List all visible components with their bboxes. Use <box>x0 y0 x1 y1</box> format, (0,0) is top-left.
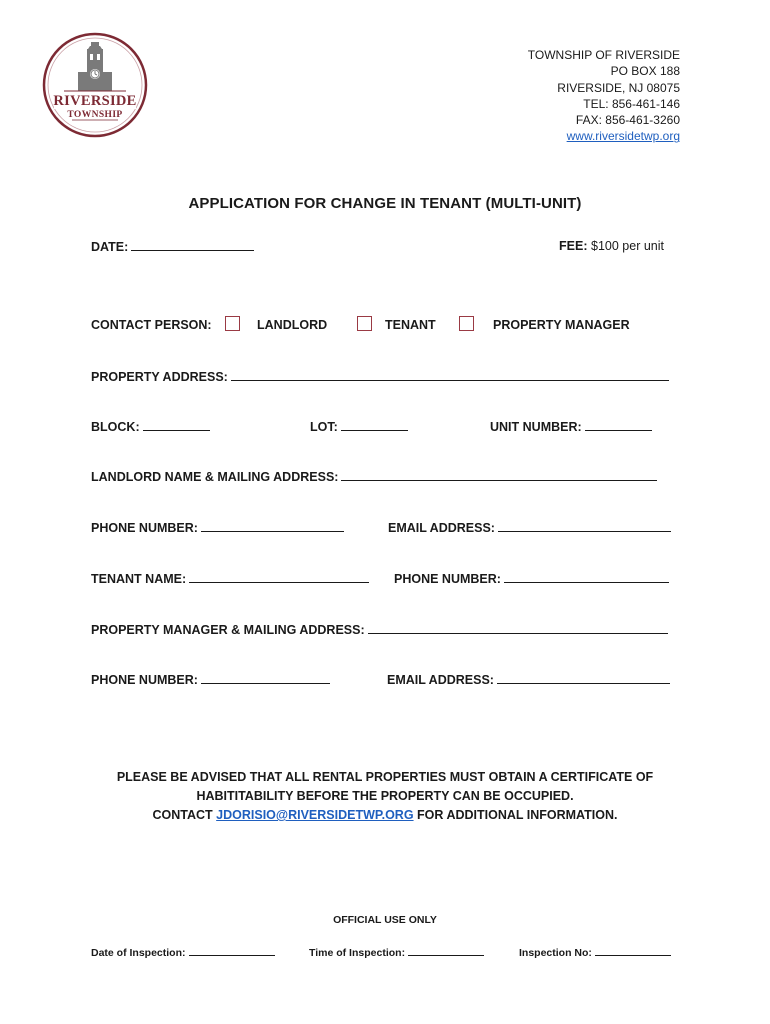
time-of-inspection-label: Time of Inspection: <box>309 947 406 959</box>
property-manager-email-field[interactable] <box>497 672 670 684</box>
notice-line-1: PLEASE BE ADVISED THAT ALL RENTAL PROPERTIES MUST OBTAIN A CERTIFICATE OF <box>116 770 654 784</box>
property-address-label: PROPERTY ADDRESS: <box>91 370 228 384</box>
inspection-number-row <box>519 946 671 959</box>
property-manager-option-label: PROPERTY MANAGER <box>493 318 630 332</box>
inspection-number-label: Inspection No: <box>519 947 592 959</box>
unit-number-row <box>490 419 652 434</box>
property-manager-email-label: EMAIL ADDRESS: <box>387 673 494 687</box>
official-use-heading: OFFICIAL USE ONLY <box>333 914 437 926</box>
tenant-option-label: TENANT <box>385 318 436 332</box>
notice-line-2: HABITITABILITY BEFORE THE PROPERTY CAN BE OCCUPIED. <box>196 789 574 803</box>
tenant-phone-field[interactable] <box>504 571 669 583</box>
landlord-email-label: EMAIL ADDRESS: <box>388 521 495 535</box>
unit-number-field[interactable] <box>585 419 652 431</box>
property-manager-address-label: PROPERTY MANAGER & MAILING ADDRESS: <box>91 623 365 637</box>
tenant-phone-label: PHONE NUMBER: <box>394 572 501 586</box>
property-manager-phone-field[interactable] <box>201 672 330 684</box>
address-line-1: TOWNSHIP OF RIVERSIDE <box>527 48 680 62</box>
property-manager-phone-label: PHONE NUMBER: <box>91 673 198 687</box>
time-of-inspection-row <box>309 946 484 959</box>
tenant-name-row <box>91 571 369 586</box>
lot-label: LOT: <box>310 420 338 434</box>
tenant-name-field[interactable] <box>189 571 369 583</box>
property-address-row <box>91 369 669 384</box>
property-manager-address-field[interactable] <box>368 622 668 634</box>
property-manager-checkbox[interactable] <box>459 316 474 331</box>
property-manager-email-row <box>387 672 670 687</box>
date-row <box>91 239 254 254</box>
form-title: APPLICATION FOR CHANGE IN TENANT (MULTI-UNIT) <box>188 195 582 212</box>
tenant-name-label: TENANT NAME: <box>91 572 187 586</box>
website-link[interactable]: www.riversidetwp.org <box>566 129 680 144</box>
date-label: DATE: <box>91 240 129 254</box>
landlord-email-row <box>388 520 671 535</box>
date-of-inspection-field[interactable] <box>189 946 275 956</box>
landlord-phone-field[interactable] <box>201 520 344 532</box>
lot-row <box>310 419 408 434</box>
notice-line-3 <box>0 806 770 825</box>
property-manager-address-row <box>91 622 668 637</box>
fee-value: $100 per unit <box>591 239 664 253</box>
unit-number-label: UNIT NUMBER: <box>490 420 582 434</box>
landlord-name-label: LANDLORD NAME & MAILING ADDRESS: <box>91 470 339 484</box>
landlord-name-row <box>91 469 657 484</box>
landlord-checkbox[interactable] <box>225 316 240 331</box>
fee-row <box>559 239 664 253</box>
notice-contact-suffix: FOR ADDITIONAL INFORMATION. <box>417 808 618 822</box>
habitability-notice <box>0 768 770 825</box>
time-of-inspection-field[interactable] <box>408 946 484 956</box>
landlord-email-field[interactable] <box>498 520 671 532</box>
landlord-option-label: LANDLORD <box>257 318 328 332</box>
date-of-inspection-label: Date of Inspection: <box>91 947 186 959</box>
address-fax: FAX: 856-461-3260 <box>575 113 680 128</box>
block-field[interactable] <box>143 419 210 431</box>
address-telephone: TEL: 856-461-146 <box>583 96 680 111</box>
date-of-inspection-row <box>91 946 275 959</box>
landlord-phone-label: PHONE NUMBER: <box>91 521 198 535</box>
date-field[interactable] <box>131 239 254 251</box>
riverside-township-logo <box>42 32 148 138</box>
address-line-2: PO BOX 188 <box>610 64 680 79</box>
notice-contact-prefix: CONTACT <box>152 808 213 822</box>
fee-label: FEE: <box>559 239 588 253</box>
contact-email-link[interactable]: JDORISIO@RIVERSIDETWP.ORG <box>216 808 414 822</box>
landlord-name-field[interactable] <box>341 469 657 481</box>
township-address-block <box>528 47 680 145</box>
contact-person-label: CONTACT PERSON: <box>91 318 212 332</box>
tenant-phone-row <box>394 571 669 586</box>
inspection-number-field[interactable] <box>595 946 671 956</box>
block-label: BLOCK: <box>91 420 140 434</box>
lot-field[interactable] <box>341 419 408 431</box>
logo-text-township: TOWNSHIP <box>67 110 123 120</box>
property-manager-phone-row <box>91 672 330 687</box>
property-address-field[interactable] <box>231 369 669 381</box>
block-row <box>91 419 210 434</box>
address-line-3: RIVERSIDE, NJ 08075 <box>557 80 680 95</box>
tenant-checkbox[interactable] <box>357 316 372 331</box>
landlord-phone-row <box>91 520 344 535</box>
logo-text-riverside: RIVERSIDE <box>53 93 137 109</box>
